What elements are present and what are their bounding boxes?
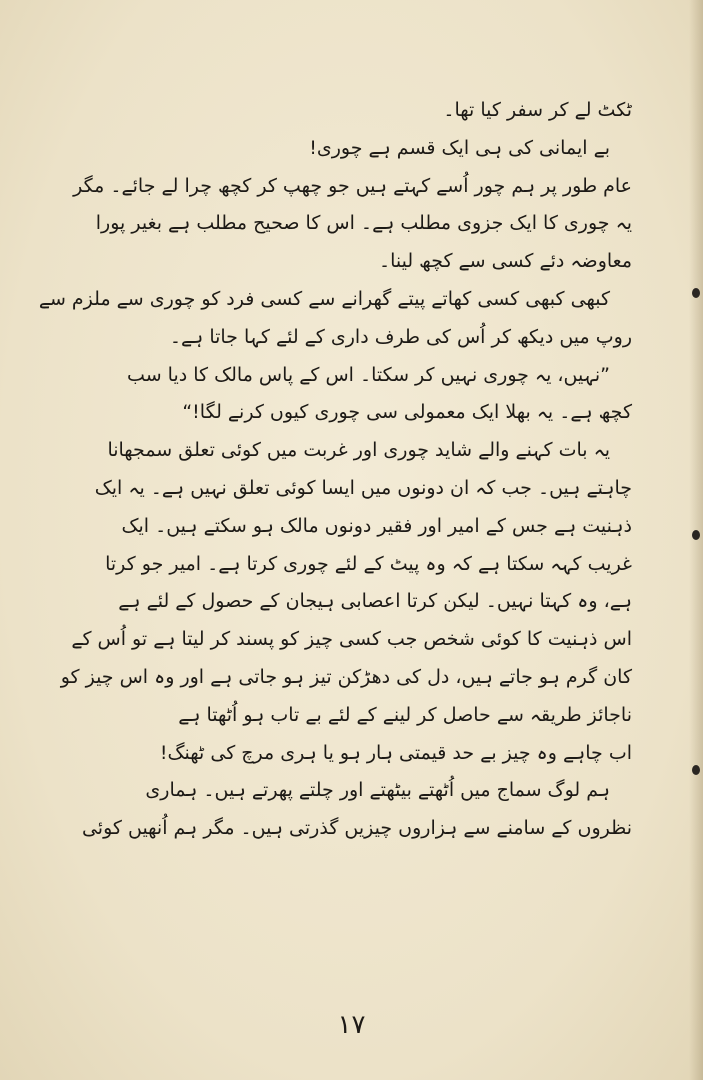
text-line: ”نہیں، یہ چوری نہیں کر سکتا۔ اس کے پاس مالک کا دیا سب	[127, 363, 610, 386]
text-line: کبھی کبھی کسی کھاتے پیتے گھرانے سے کسی فرد کو چوری سے ملزم سے	[38, 287, 610, 310]
text-line: کچھ ہے۔ یہ بھلا ایک معمولی سی چوری کیوں کرنے لگا!“	[182, 401, 632, 424]
text-line: ہم لوگ سماج میں اُٹھتے بیٹھتے اور چلتے پھرتے ہیں۔ ہماری	[145, 779, 610, 802]
text-line: نظروں کے سامنے سے ہزاروں چیزیں گذرتی ہیں۔ مگر ہم اُنھیں کوئی	[81, 817, 632, 840]
text-line: اب چاہے وہ چیز بے حد قیمتی ہار ہو یا ہری مرچ کی ٹھنگ!	[159, 741, 632, 764]
text-line: غریب کہہ سکتا ہے کہ وہ پیٹ کے لئے چوری کرتا ہے۔ امیر جو کرتا	[105, 552, 632, 575]
text-line: ناجائز طریقہ سے حاصل کر لینے کے لئے بے تاب ہو اُٹھتا ہے	[178, 703, 632, 726]
text-line: ٹکٹ لے کر سفر کیا تھا۔	[443, 99, 632, 121]
text-line: ہے، وہ کہتا نہیں۔ لیکن کرتا اعصابی ہیجان کے حصول کے لئے ہے	[118, 590, 632, 613]
text-line: اس ذہنیت کا کوئی شخص جب کسی چیز کو پسند کر لیتا ہے تو اُس کے	[71, 628, 632, 651]
text-line: روپ میں دیکھ کر اُس کی طرف داری کے لئے کہا جاتا ہے۔	[169, 325, 632, 348]
text-line: عام طور پر ہم چور اُسے کہتے ہیں جو چھپ کر کچھ چرا لے جائے۔ مگر	[73, 174, 632, 197]
text-line: یہ چوری کا ایک جزوی مطلب ہے۔ اس کا صحیح مطلب ہے بغیر پورا	[95, 212, 632, 235]
text-line: ذہنیت ہے جس کے امیر اور فقیر دونوں مالک ہو سکتے ہیں۔ ایک	[121, 514, 632, 537]
binding-hole-mark	[692, 765, 700, 775]
text-line: چاہتے ہیں۔ جب کہ ان دونوں میں ایسا کوئی تعلق نہیں ہے۔ یہ ایک	[94, 476, 632, 499]
text-line: معاوضہ دئے کسی سے کچھ لینا۔	[378, 250, 632, 273]
binding-hole-mark	[692, 288, 700, 298]
text-line: کان گرم ہو جاتے ہیں، دل کی دھڑکن تیز ہو جاتی ہے اور وہ اس چیز کو	[60, 665, 632, 688]
page-edge-shadow	[689, 0, 703, 1080]
text-line: یہ بات کہنے والے شاید چوری اور غربت میں کوئی تعلق سمجھانا	[107, 439, 610, 462]
page-number: ۱۷	[337, 1010, 366, 1040]
text-line: بے ایمانی کی ہی ایک قسم ہے چوری!	[309, 136, 610, 159]
body-text	[38, 92, 632, 848]
binding-hole-mark	[692, 530, 700, 540]
